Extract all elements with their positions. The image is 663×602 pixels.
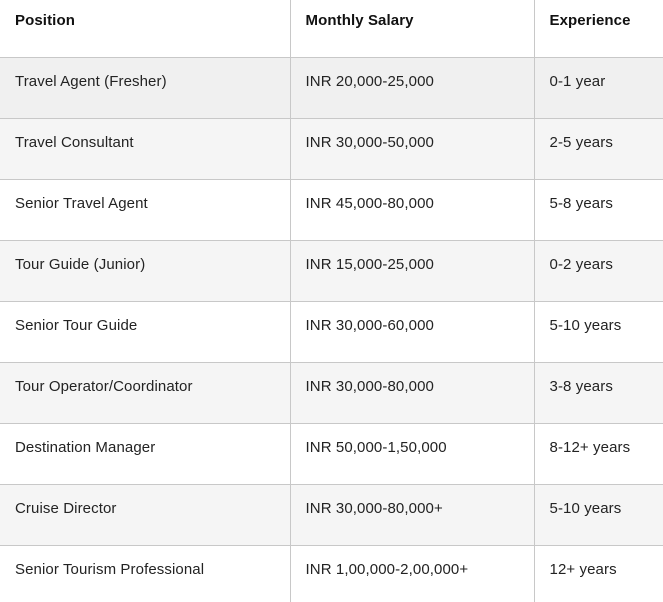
salary-cell: INR 30,000-50,000 [290, 118, 534, 179]
table-row [0, 179, 663, 240]
position-cell: Tour Operator/Coordinator [0, 362, 290, 423]
experience-cell: 5-10 years [534, 484, 663, 545]
table-row [0, 362, 663, 423]
salary-cell: INR 15,000-25,000 [290, 240, 534, 301]
column-header-position: Position [0, 0, 290, 57]
salary-cell: INR 30,000-60,000 [290, 301, 534, 362]
position-cell: Senior Tourism Professional [0, 545, 290, 602]
table-row [0, 423, 663, 484]
salary-cell: INR 30,000-80,000 [290, 362, 534, 423]
table-row [0, 301, 663, 362]
position-cell: Travel Agent (Fresher) [0, 57, 290, 118]
experience-cell: 5-10 years [534, 301, 663, 362]
table-row [0, 57, 663, 118]
table-row [0, 545, 663, 602]
position-cell: Cruise Director [0, 484, 290, 545]
experience-cell: 2-5 years [534, 118, 663, 179]
position-cell: Destination Manager [0, 423, 290, 484]
column-header-experience: Experience [534, 0, 663, 57]
table-row [0, 118, 663, 179]
salary-cell: INR 1,00,000-2,00,000+ [290, 545, 534, 602]
position-cell: Tour Guide (Junior) [0, 240, 290, 301]
header-row [0, 0, 663, 57]
experience-cell: 12+ years [534, 545, 663, 602]
experience-cell: 0-2 years [534, 240, 663, 301]
experience-cell: 0-1 year [534, 57, 663, 118]
experience-cell: 8-12+ years [534, 423, 663, 484]
position-cell: Travel Consultant [0, 118, 290, 179]
column-header-salary: Monthly Salary [290, 0, 534, 57]
table-body [0, 57, 663, 602]
salary-cell: INR 50,000-1,50,000 [290, 423, 534, 484]
table-row [0, 240, 663, 301]
position-cell: Senior Tour Guide [0, 301, 290, 362]
salary-cell: INR 45,000-80,000 [290, 179, 534, 240]
salary-cell: INR 20,000-25,000 [290, 57, 534, 118]
experience-cell: 5-8 years [534, 179, 663, 240]
table-row [0, 484, 663, 545]
position-cell: Senior Travel Agent [0, 179, 290, 240]
salary-cell: INR 30,000-80,000+ [290, 484, 534, 545]
experience-cell: 3-8 years [534, 362, 663, 423]
